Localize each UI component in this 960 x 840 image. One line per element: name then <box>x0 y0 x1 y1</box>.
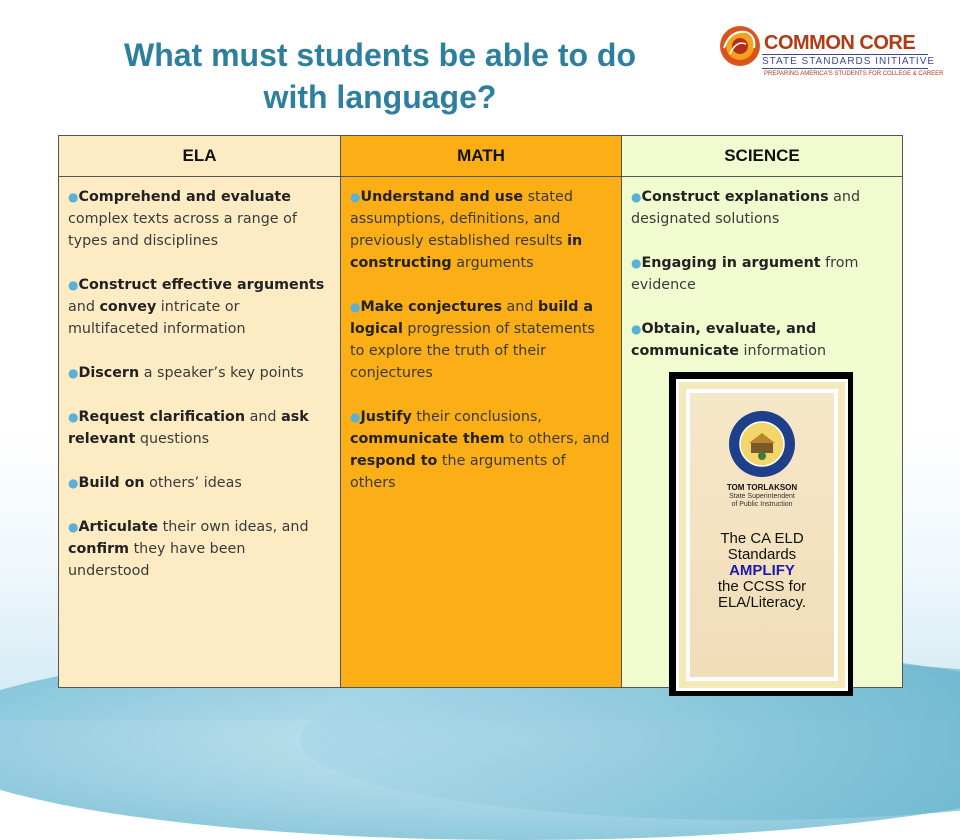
poster-msg-line1: The CA ELD <box>720 530 804 547</box>
ela-list <box>60 178 339 582</box>
bullet-icon: ● <box>68 476 79 490</box>
math-list-item <box>350 406 612 494</box>
logo-title: COMMON CORE <box>764 32 916 54</box>
common-core-logo <box>716 18 944 82</box>
body-text: and <box>501 299 538 315</box>
science-list-item <box>631 186 893 230</box>
emphasis-text: Construct effective arguments <box>78 277 325 293</box>
poster-msg-line5: ELA/Literacy. <box>717 594 807 611</box>
bullet-icon: ● <box>68 278 79 292</box>
body-text: questions <box>135 431 210 447</box>
emphasis-text: Build on <box>78 475 145 491</box>
emphasis-text: convey <box>99 299 157 315</box>
eld-poster <box>669 372 853 696</box>
poster-msg-line4: the CCSS for <box>717 578 807 595</box>
emphasis-text: Understand and use <box>360 189 524 205</box>
science-list <box>623 178 901 362</box>
math-list-item <box>350 186 612 274</box>
body-text: complex texts across a range of types and disciplines <box>68 211 297 249</box>
body-text: others’ ideas <box>144 475 242 491</box>
emphasis-text: communicate them <box>350 431 505 447</box>
emphasis-text: confirm <box>68 541 130 557</box>
body-text: and designated solutions <box>631 189 861 227</box>
body-text: a speaker’s key points <box>139 365 304 381</box>
emphasis-text: in constructing <box>350 233 583 271</box>
bullet-icon: ● <box>631 256 642 270</box>
poster-msg-line3: AMPLIFY <box>729 562 795 579</box>
body-text: to others, and <box>504 431 610 447</box>
body-text: stated assumptions, definitions, and previously established results <box>350 189 573 249</box>
bullet-icon: ● <box>68 520 79 534</box>
body-text: they have been understood <box>68 541 246 579</box>
emphasis-text: Comprehend and evaluate <box>78 189 291 205</box>
poster-inner <box>686 389 838 681</box>
bullet-icon: ● <box>631 190 642 204</box>
emphasis-text: Engaging in argument <box>641 255 821 271</box>
slide-title: What must students be able to do with language? <box>123 37 636 115</box>
ela-list-item <box>68 406 331 450</box>
bullet-icon: ● <box>350 190 361 204</box>
emphasis-text: Justify <box>360 409 412 425</box>
poster-name: TOM TORLAKSON <box>726 483 798 492</box>
math-list <box>342 178 620 494</box>
ela-cell <box>59 177 341 688</box>
body-text: intricate or multifaceted information <box>68 299 246 337</box>
emphasis-text: Obtain, evaluate, and communicate <box>631 321 817 359</box>
ela-list-item <box>68 274 331 340</box>
body-text: progression of statements to explore the truth of their conjectures <box>350 321 595 381</box>
emphasis-text: Discern <box>78 365 140 381</box>
ela-list-item <box>68 362 331 384</box>
bullet-icon: ● <box>68 190 79 204</box>
body-text: and <box>245 409 282 425</box>
bullet-icon: ● <box>350 300 361 314</box>
body-text: the arguments of others <box>350 453 566 491</box>
emphasis-text: respond to <box>350 453 438 469</box>
emphasis-text: build a logical <box>350 299 594 337</box>
poster-card <box>690 393 834 677</box>
ela-list-item <box>68 472 331 494</box>
logo-subtitle: STATE STANDARDS INITIATIVE <box>762 56 936 67</box>
poster-message <box>690 531 834 611</box>
emphasis-text: ask relevant <box>68 409 309 447</box>
math-cell <box>341 177 622 688</box>
header-ela: ELA <box>59 136 341 177</box>
ela-list-item <box>68 516 331 582</box>
body-text: from evidence <box>631 255 859 293</box>
department-of-education-seal-icon <box>727 409 797 479</box>
body-text: information <box>739 343 827 359</box>
header-science: SCIENCE <box>622 136 903 177</box>
header-math: MATH <box>341 136 622 177</box>
science-list-item <box>631 318 893 362</box>
poster-role-line2: of Public Instruction <box>731 501 793 508</box>
math-list-item <box>350 296 612 384</box>
poster-msg-line2: Standards <box>727 546 797 563</box>
poster-role-line1: State Superintendent <box>729 493 795 500</box>
body-text: their own ideas, and <box>158 519 309 535</box>
logo-tagline: PREPARING AMERICA'S STUDENTS FOR COLLEGE & CAREER <box>764 71 944 77</box>
swirl-logo-icon <box>716 18 762 78</box>
bullet-icon: ● <box>68 366 79 380</box>
poster-frame <box>676 379 848 691</box>
ela-list-item <box>68 186 331 252</box>
body-text: arguments <box>451 255 534 271</box>
bullet-icon: ● <box>68 410 79 424</box>
science-list-item <box>631 252 893 296</box>
body-text: and <box>68 299 100 315</box>
bullet-icon: ● <box>350 410 361 424</box>
bullet-icon: ● <box>631 322 642 336</box>
poster-role <box>690 493 834 509</box>
emphasis-text: Articulate <box>78 519 159 535</box>
emphasis-text: Make conjectures <box>360 299 502 315</box>
emphasis-text: Request clarification <box>78 409 246 425</box>
body-text: their conclusions, <box>411 409 542 425</box>
emphasis-text: Construct explanations <box>641 189 829 205</box>
